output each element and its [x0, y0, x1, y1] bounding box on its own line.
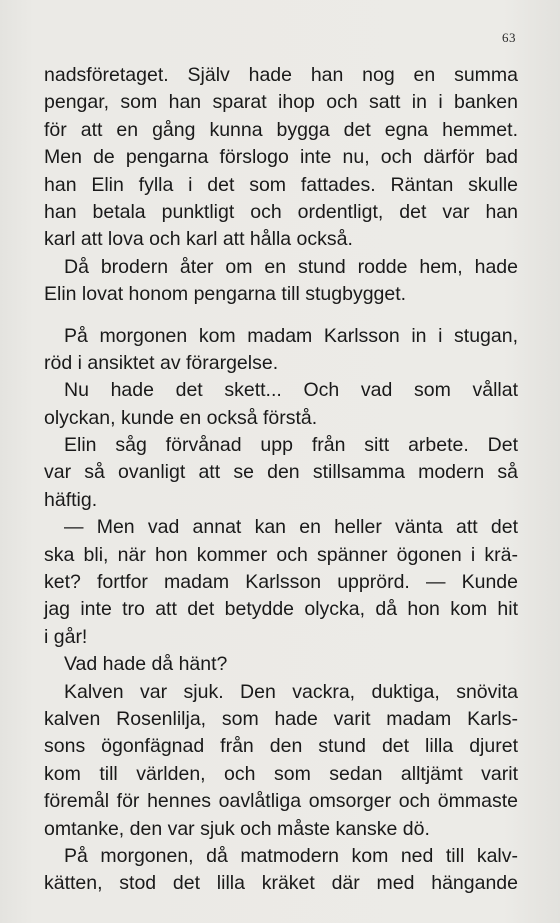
text-line: Elin såg förvånad upp från sitt arbete. Det [64, 434, 518, 457]
text-line: På morgonen, då matmodern kom ned till kalv- [64, 844, 518, 867]
body-text [44, 62, 518, 898]
text-line: ket? fortfor madam Karlsson upprörd. — Kunde [44, 571, 518, 594]
text-line: Elin lovat honom pengarna till stugbygget. [44, 283, 407, 306]
text-line: röd i ansiktet av förargelse. [44, 351, 279, 374]
text-line: häftig. [44, 488, 98, 511]
text-line: han Elin fylla i det som fattades. Räntan skulle [44, 173, 518, 196]
text-line: Då brodern åter om en stund rodde hem, hade [64, 255, 518, 278]
text-line: Kalven var sjuk. Den vackra, duktiga, snövita [64, 680, 518, 703]
text-line: föremål för hennes oavlåtliga omsorger och ömmaste [44, 790, 518, 813]
text-line: för att en gång kunna bygga det egna hemmet. [44, 118, 518, 141]
text-line: jag inte tro att det betydde olycka, då hon kom hit [44, 598, 518, 621]
text-line: han betala punktligt och ordentligt, det var han [44, 200, 518, 223]
paragraph-gap [44, 309, 518, 323]
text-line: Vad hade då hänt? [64, 653, 228, 676]
text-line: olyckan, kunde en också förstå. [44, 406, 318, 429]
text-line: karl att lova och karl att hålla också. [44, 228, 353, 251]
page-number: 63 [502, 30, 516, 45]
text-line: sons ögonfägnad från den stund det lilla djuret [44, 735, 518, 758]
text-line: ska bli, när hon kommer och spänner ögonen i krä- [44, 543, 518, 566]
text-line: På morgonen kom madam Karlsson in i stugan, [64, 324, 518, 347]
text-line: Men de pengarna förslogo inte nu, och därför bad [44, 146, 518, 169]
text-line: nadsföretaget. Själv hade han nog en summa [44, 64, 518, 86]
text-line: omtanke, den var sjuk och måste kanske dö. [44, 817, 430, 840]
text-line: pengar, som han sparat ihop och satt in i banken [44, 91, 518, 114]
text-line: — Men vad annat kan en heller vänta att det [64, 516, 518, 539]
text-line: var så ovanligt att se den stillsamma modern så [44, 461, 518, 484]
text-line: i går! [44, 625, 88, 648]
text-line: kom till världen, och som sedan alltjämt varit [44, 762, 518, 785]
text-line: kalven Rosenlilja, som hade varit madam Karls- [44, 707, 518, 730]
text-line: Nu hade det skett... Och vad som vållat [64, 379, 518, 402]
text-line: kätten, stod det lilla kräket där med hängande [44, 872, 518, 895]
